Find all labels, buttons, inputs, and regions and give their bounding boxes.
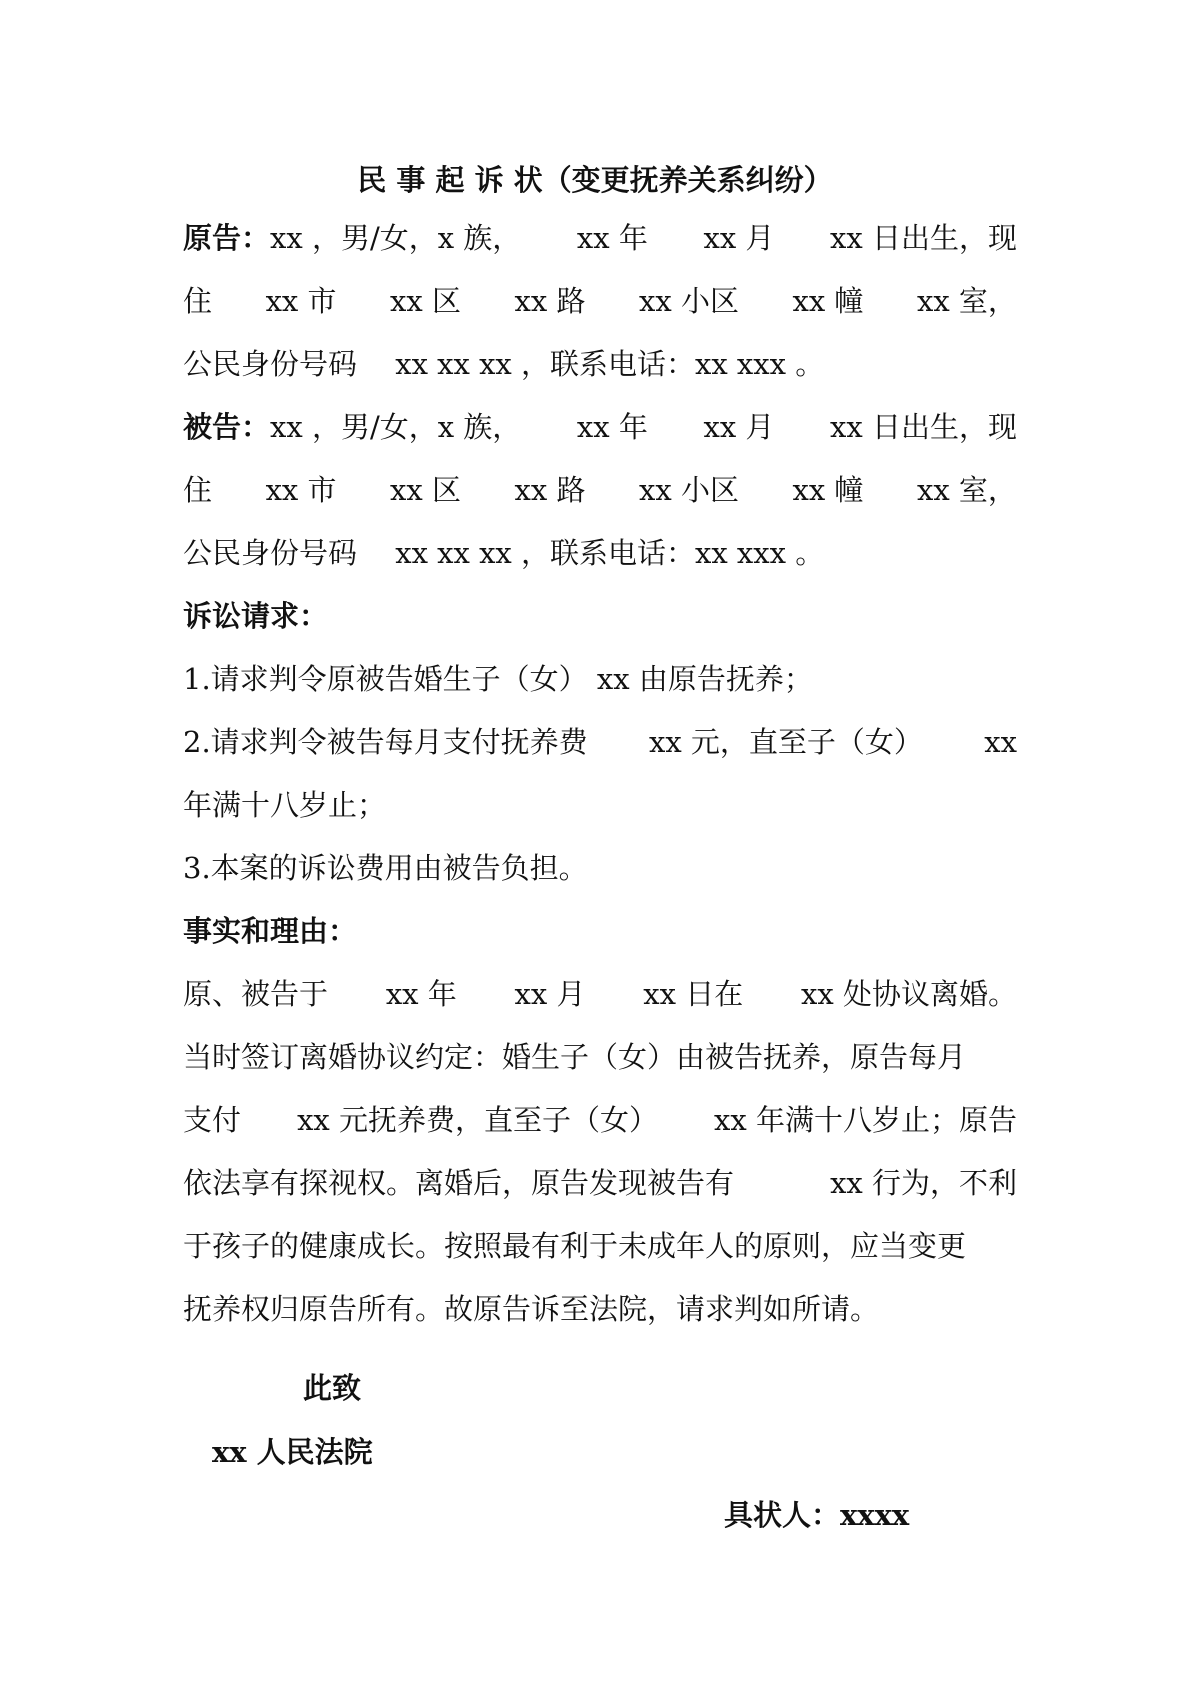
facts-line-2: 当时签订离婚协议约定：婚生子（女）由被告抚养，原告每月	[183, 1040, 967, 1074]
plaintiff-line-1: 原告：xx ，男/女，x 族， xx 年 xx 月 xx 日出生，现	[183, 221, 1017, 255]
signature: 具状人：xxxx	[724, 1498, 910, 1532]
plaintiff-label: 原告：	[183, 221, 271, 255]
facts-line-3: 支付 xx 元抚养费，直至子（女） xx 年满十八岁止；原告	[183, 1103, 1017, 1137]
facts-line-5: 于孩子的健康成长。按照最有利于未成年人的原则，应当变更	[183, 1229, 967, 1263]
facts-heading: 事实和理由：	[183, 914, 358, 948]
facts-line-6: 抚养权归原告所有。故原告诉至法院，请求判如所请。	[183, 1292, 880, 1326]
claim-item-1: 1.请求判令原被告婚生子（女） xx 由原告抚养；	[183, 662, 813, 696]
plaintiff-line-3: 公民身份号码 xx xx xx ，联系电话：xx xxx 。	[183, 347, 825, 381]
defendant-label: 被告：	[183, 410, 271, 444]
defendant-line-2: 住 xx 市 xx 区 xx 路 xx 小区 xx 幢 xx 室，	[183, 473, 1017, 507]
defendant-line-1: 被告：xx ，男/女，x 族， xx 年 xx 月 xx 日出生，现	[183, 410, 1017, 444]
document-title: 民 事 起 诉 状（变更抚养关系纠纷）	[357, 163, 833, 197]
salutation: 此致	[303, 1371, 362, 1405]
facts-line-1: 原、被告于 xx 年 xx 月 xx 日在 xx 处协议离婚。	[183, 977, 1017, 1011]
claims-heading: 诉讼请求：	[183, 599, 329, 633]
claim-item-2: 2.请求判令被告每月支付抚养费 xx 元，直至子（女） xx	[183, 725, 1017, 759]
court-name: xx 人民法院	[212, 1435, 373, 1469]
claim-item-2-continued: 年满十八岁止；	[183, 788, 387, 822]
claim-item-3: 3.本案的诉讼费用由被告负担。	[183, 851, 588, 885]
facts-line-4: 依法享有探视权。离婚后，原告发现被告有 xx 行为，不利	[183, 1166, 1017, 1200]
defendant-line-3: 公民身份号码 xx xx xx ，联系电话：xx xxx 。	[183, 536, 825, 570]
plaintiff-line-2: 住 xx 市 xx 区 xx 路 xx 小区 xx 幢 xx 室，	[183, 284, 1017, 318]
